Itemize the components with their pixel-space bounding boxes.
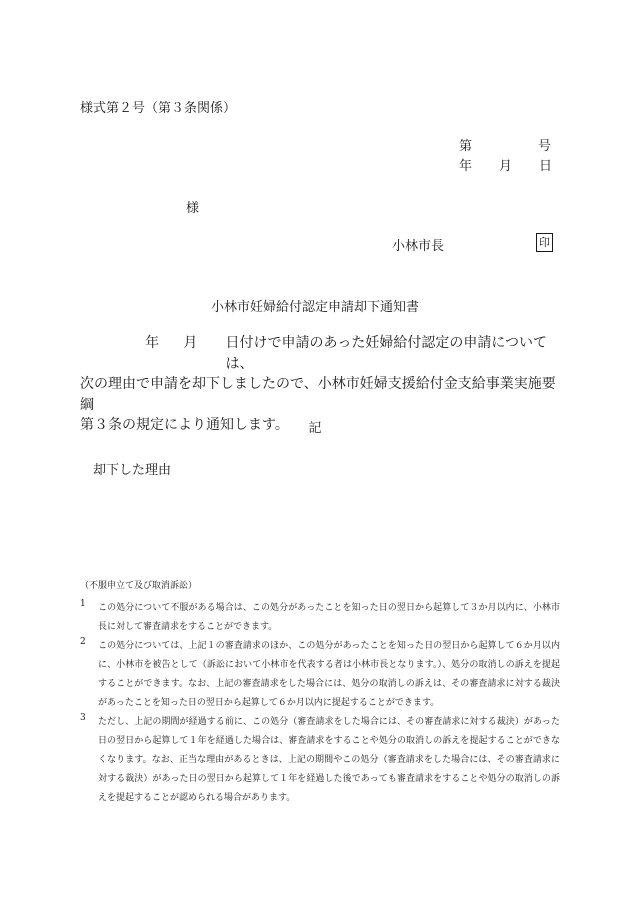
appeal-item-number: 3 bbox=[80, 713, 86, 723]
appeal-heading: （不服申立て及び取消訴訟） bbox=[80, 581, 198, 591]
appeal-item bbox=[80, 713, 560, 808]
seal-stamp: 印 bbox=[536, 233, 553, 252]
addressee-suffix: 様 bbox=[186, 201, 200, 216]
document-number-block bbox=[459, 137, 551, 177]
body-line1-rest: 日付けで申請のあった妊婦給付認定の申請については、 bbox=[225, 335, 548, 372]
document-number bbox=[459, 137, 551, 157]
form-number: 様式第２号（第３条関係） bbox=[80, 101, 237, 116]
body-line-1 bbox=[80, 333, 560, 374]
appeal-item-text: ただし、上記の期間が経過する前に、この処分（審査請求をした場合には、その審査請求に対する裁決）があった日の翌日から起算して１年を経過した場合は、審査請求をすることや処分の取消しの訴えを提起することができなくなります。なお、正当な理由があるときは、上記の期間やこの処分（審査請求をした場合には、その審査請求に対する裁決）があった日の翌日から起算して１年を経過した後であっても審査請求をすることや処分の取消しの訴えを提起することが認められる場合があります。 bbox=[98, 717, 560, 803]
body-year: 年 bbox=[145, 335, 160, 351]
sender-name: 小林市長 bbox=[392, 239, 445, 254]
doc-number-go: 号 bbox=[537, 139, 551, 154]
appeal-item-number: 1 bbox=[80, 599, 86, 609]
body-line-2: 次の理由で申請を却下しましたので、小林市妊婦支援給付金支給事業実施要綱 bbox=[80, 376, 556, 413]
appeal-item-number: 2 bbox=[80, 637, 86, 647]
reason-label: 却下した理由 bbox=[93, 463, 172, 478]
body-line-3: 第３条の規定により通知します。 bbox=[80, 417, 289, 433]
date-year: 年 bbox=[459, 159, 473, 174]
document-title: 小林市妊婦給付認定申請却下通知書 bbox=[210, 300, 419, 315]
body-month: 月 bbox=[183, 335, 198, 351]
date-month: 月 bbox=[499, 159, 513, 174]
ki-heading: 記 bbox=[308, 421, 322, 436]
doc-number-dai: 第 bbox=[459, 139, 473, 154]
appeal-item-text: この処分について不服がある場合は、この処分があったことを知った日の翌日から起算して３か月以内に、小林市長に対して審査請求をすることができます。 bbox=[98, 603, 560, 632]
appeal-notice bbox=[80, 578, 560, 808]
appeal-item bbox=[80, 599, 560, 637]
issue-date bbox=[459, 157, 551, 177]
appeal-item-text: この処分については、上記１の審査請求のほか、この処分があったことを知った日の翌日から起算して６か月以内に、小林市を被告として（訴訟において小林市を代表する者は小林市長となります。）、処分の取消しの訴えを提起することができます。なお、上記の審査請求をした場合には、処分の取消しの訴えは、その審査請求に対する裁決があったことを知った日の翌日から起算して６か月以内に提起することができます。 bbox=[98, 641, 560, 708]
date-day: 日 bbox=[539, 159, 553, 174]
appeal-item bbox=[80, 637, 560, 713]
